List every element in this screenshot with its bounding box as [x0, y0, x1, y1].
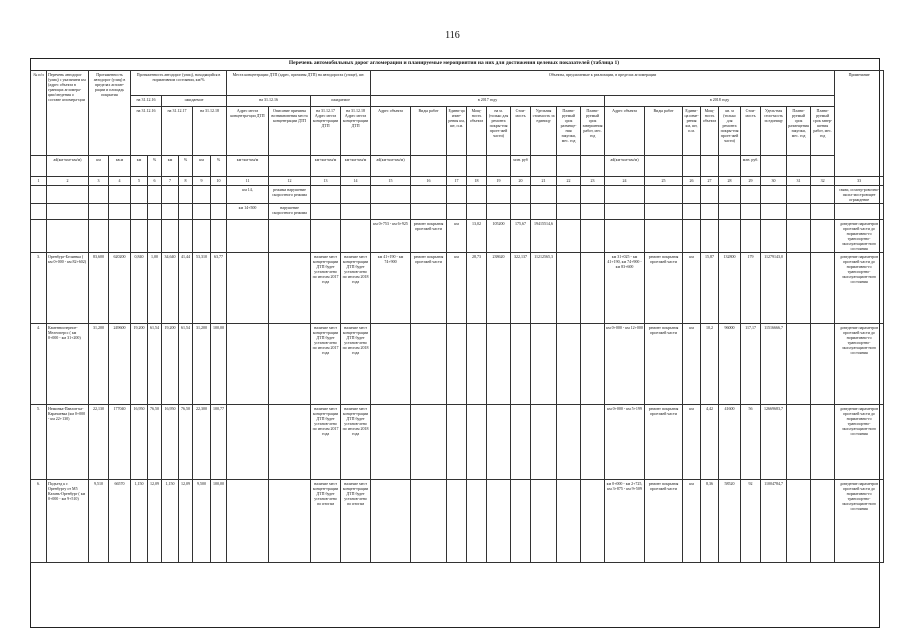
cell-c10: 100,77 [211, 405, 227, 480]
header-road-list: Перечень автодорог (улиц) с указанием км (адрес объекта в границах агломера-ции/сведения о составе агломера-ции [47, 71, 89, 156]
cell-c16: ремонт покрытия проезжей части [411, 253, 447, 324]
sub-h: на 31.12.17 [162, 107, 193, 156]
column-number: 11 [227, 177, 269, 186]
column-number: 1 [31, 177, 47, 186]
column-number: 3 [89, 177, 109, 186]
cell-c8: 12,09 [179, 480, 193, 563]
aglomeration-roads-table [30, 70, 884, 563]
table-row [31, 480, 884, 563]
unit [531, 156, 557, 177]
header-2017: в 2017 году [371, 96, 605, 107]
cell-n: 6. [31, 480, 47, 563]
cell-c27: 4,42 [701, 405, 719, 480]
cell-c16 [411, 480, 447, 563]
sub-h: на м. (только для ремонта покры-тия проез-жей части) [487, 107, 511, 156]
cell-c29: 92 [741, 480, 761, 563]
sub-h: на 31.12.18 [193, 107, 227, 156]
cell-c5: 1,150 [131, 480, 148, 563]
unit [645, 156, 683, 177]
sub-h: на 31.12.16 [131, 107, 162, 156]
column-number: 2 [47, 177, 89, 186]
column-number: 13 [311, 177, 341, 186]
cell-c27: 10,2 [701, 324, 719, 405]
unit: км [162, 156, 179, 177]
unit [411, 156, 447, 177]
cell-c20 [511, 480, 531, 563]
column-number: 21 [531, 177, 557, 186]
column-number: 16 [411, 177, 447, 186]
sub-h: Виды работ [411, 107, 447, 156]
header-note: Примечание [835, 71, 884, 177]
cell-n: 3. [31, 253, 47, 324]
cell-c29: 56 [741, 405, 761, 480]
unit [557, 156, 581, 177]
unit: кв.м [109, 156, 131, 177]
cell-c4: 249600 [109, 324, 131, 405]
cell-c15: км 41+190 - км 74+900 [371, 253, 411, 324]
sub-h: Виды работ [645, 107, 683, 156]
unit [701, 156, 719, 177]
unit [761, 156, 787, 177]
column-number: 33 [835, 177, 884, 186]
cell-c19 [487, 480, 511, 563]
cell-c20 [511, 324, 531, 405]
unit [581, 156, 605, 177]
cell-c18: 28,73 [467, 253, 487, 324]
cell-c7: 34,640 [162, 253, 179, 324]
header-objects: Объекты, предлагаемые к реализации, в пределах агломерации [371, 71, 835, 96]
column-number: 18 [467, 177, 487, 186]
table-row: км 14+500 нарушение скоростного режима [31, 204, 884, 220]
unit: % [148, 156, 162, 177]
unit [31, 156, 47, 177]
cell-c13: наличие мест концен-трации ДТП будет установ-лено по итогам 2017 года [311, 405, 341, 480]
cell-c6: 61,54 [148, 324, 162, 405]
cell-n: 4. [31, 324, 47, 405]
cell-c10: 100,00 [211, 324, 227, 405]
sub-h: Удельная стоимость за единицу [531, 107, 557, 156]
cell-c25: ремонт покрытия проезжей части [645, 253, 683, 324]
cell-c31 [787, 253, 811, 324]
unit [269, 156, 311, 177]
header-normative: Протяженность автодорог (улиц), находящийся в нормативном состоянии, км/% [131, 71, 227, 96]
cell-c17 [447, 405, 467, 480]
sub-h: Плани-руемый срок размеще-ния закупки, мес. год [557, 107, 581, 156]
cell-c32 [811, 405, 835, 480]
column-number: 17 [447, 177, 467, 186]
sub-h: Стои-мость [511, 107, 531, 156]
column-number: 31 [787, 177, 811, 186]
cell-c3: 83,600 [89, 253, 109, 324]
column-number: 27 [701, 177, 719, 186]
column-number: 23 [581, 177, 605, 186]
header-expected-2: ожидаемое [311, 96, 371, 107]
cell-c12 [269, 480, 311, 563]
cell-c22 [557, 480, 581, 563]
cell-c33: доведение параметров проезжей части до нормативно-го транспортно-эксплуатацион-ного состояния [835, 253, 884, 324]
cell-c22 [557, 253, 581, 324]
sub-h: Адрес объекта [605, 107, 645, 156]
cell-c23 [581, 480, 605, 563]
cell-c4: 620200 [109, 253, 131, 324]
cell-c28: 132800 [719, 253, 741, 324]
table-row: км 14, режима нарушение скоростного режима связи, осмотр-ровочно-экспл-мостроющее ограждение [31, 186, 884, 204]
cell-c31 [787, 480, 811, 563]
cell-c26: км [683, 253, 701, 324]
cell-c21 [531, 405, 557, 480]
cell-c15 [371, 480, 411, 563]
header-length: Протяженность автодорог (улиц) в пределах агломе-рации и площадь покрытия [89, 71, 131, 156]
column-number: 7 [162, 177, 179, 186]
unit [487, 156, 511, 177]
cell-c5: 16,950 [131, 405, 148, 480]
cell-c9: 31,200 [193, 324, 211, 405]
cell-c13: наличие мест концен-трации ДТП будет установ-лено по итогам [311, 480, 341, 563]
sub-h: Плани-руемый срок размещения закупки, мес. год [787, 107, 811, 156]
cell-c9: 22,300 [193, 405, 211, 480]
cell-c25: ремонт покрытия проезжей части [645, 324, 683, 405]
cell-c28: 58520 [719, 480, 741, 563]
sub-h: на 31.12.18 Адрес места концен-трации ДТП [341, 107, 371, 156]
cell-c29: 179 [741, 253, 761, 324]
cell-c19 [487, 324, 511, 405]
cell-c28: 41600 [719, 405, 741, 480]
cell-c12 [269, 405, 311, 480]
page-number: 116 [445, 30, 460, 41]
sub-h: на 31.12.17 Адрес места концен-трации ДТП [311, 107, 341, 156]
cell-c14: наличие мест концен-трации ДТП будет установ-лено по итогам [341, 480, 371, 563]
sub-h: Описание причины возникновения места концентрации ДТП [269, 107, 311, 156]
unit: млн. руб [511, 156, 531, 177]
column-number: 5 [131, 177, 148, 186]
cell-c12 [269, 253, 311, 324]
sub-h: Адрес места концентра-ции ДТП [227, 107, 269, 156]
cell-c20 [511, 405, 531, 480]
cell-c21: 11212565,3 [531, 253, 557, 324]
cell-c10: 63,77 [211, 253, 227, 324]
unit: аd(км+км+км/м) [47, 156, 89, 177]
column-number: 4 [109, 177, 131, 186]
unit: % [211, 156, 227, 177]
column-number: 29 [741, 177, 761, 186]
cell-c24: км 31+025 - км 41+190, км 74+900 - км 83+600 [605, 253, 645, 324]
cell-c9: 9,500 [193, 480, 211, 563]
cell-c30: 11004784,7 [761, 480, 787, 563]
cell-c7: 19,200 [162, 324, 179, 405]
cell-c8: 76,50 [179, 405, 193, 480]
cell-c33: доведение параметров проезжей части до нормативно-го транспортно-эксплуатацион-ного состояния [835, 405, 884, 480]
cell-c16 [411, 324, 447, 405]
unit [811, 156, 835, 177]
cell-c11 [227, 253, 269, 324]
sub-h: Стои-мость [741, 107, 761, 156]
cell-c9: 53,310 [193, 253, 211, 324]
cell-c16 [411, 405, 447, 480]
cell-c26: км [683, 324, 701, 405]
table-title: Перечень автомобильных дорог агломерации и планируемые мероприятия на них для достижения целевых показателей (таблица 1) [288, 60, 620, 66]
unit: % [179, 156, 193, 177]
cell-c21 [531, 324, 557, 405]
cell-c10: 100,00 [211, 480, 227, 563]
table-row [31, 324, 884, 405]
unit: млн. руб. [741, 156, 761, 177]
column-number: 12 [269, 177, 311, 186]
cell-c23 [581, 324, 605, 405]
cell-c8: 61,54 [179, 324, 193, 405]
cell-c30: 11516666,7 [761, 324, 787, 405]
unit: км [193, 156, 211, 177]
column-number: 22 [557, 177, 581, 186]
header-as-of: на 31.12.16 [131, 96, 162, 107]
sub-h: Плани-руемый срок завершения работ, мес. год [581, 107, 605, 156]
cell-c11 [227, 324, 269, 405]
cell-c33: доведение параметров проезжей части до нормативно-го транспортно-эксплуатацион-ного состояния [835, 324, 884, 405]
cell-c18 [467, 324, 487, 405]
column-number: 19 [487, 177, 511, 186]
cell-name: Нежинка-Павлов-ка-Карачаевка (км 0+000 - км 22+130) [47, 405, 89, 480]
cell-c7: 16,950 [162, 405, 179, 480]
cell-c25: ремонт покрытия проезжей части [645, 480, 683, 563]
column-number: 20 [511, 177, 531, 186]
header-dtp: Места концентрации ДТП (адрес, причины ДТП) на автодорогах (улице), шт. [227, 71, 371, 96]
cell-c18 [467, 405, 487, 480]
cell-c8: 41,44 [179, 253, 193, 324]
cell-c6: 12,09 [148, 480, 162, 563]
cell-c19: 238620 [487, 253, 511, 324]
column-number: 26 [683, 177, 701, 186]
cell-c5: 0,840 [131, 253, 148, 324]
cell-c24: км 0+000 - км 12+000 [605, 324, 645, 405]
cell-c27: 8,36 [701, 480, 719, 563]
sub-h: Едини-ца изме-рения км, шт, п.м. [683, 107, 701, 156]
column-number: 6 [148, 177, 162, 186]
cell-c32 [811, 253, 835, 324]
column-number: 28 [719, 177, 741, 186]
unit [467, 156, 487, 177]
cell-c26: км [683, 405, 701, 480]
cell-c3: 22,130 [89, 405, 109, 480]
cell-c23 [581, 405, 605, 480]
cell-c17 [447, 324, 467, 405]
column-number: 9 [193, 177, 211, 186]
unit: км [131, 156, 148, 177]
cell-c12 [269, 324, 311, 405]
cell-c17 [447, 480, 467, 563]
cell-c19 [487, 405, 511, 480]
header-as-of-2: на 31.12.16 [227, 96, 311, 107]
cell-c23 [581, 253, 605, 324]
unit: км+км+км/м [341, 156, 371, 177]
cell-c31 [787, 405, 811, 480]
column-number: 14 [341, 177, 371, 186]
unit [719, 156, 741, 177]
cell-name: Каменноозерное-Мелеоперсс ( км 0+000 - км 31+200) [47, 324, 89, 405]
cell-c32 [811, 480, 835, 563]
cell-c13: наличие мест концен-трации ДТП будет установ-лено по итогам 2017 года [311, 324, 341, 405]
cell-c32 [811, 324, 835, 405]
cell-c30: 12669683,7 [761, 405, 787, 480]
cell-c27: 15,87 [701, 253, 719, 324]
header-expected: ожидаемое [162, 96, 227, 107]
unit: км [89, 156, 109, 177]
cell-c15 [371, 324, 411, 405]
unit [683, 156, 701, 177]
sub-h: Адрес объекта [371, 107, 411, 156]
sub-h: Удель-ная стои-мость за единицу [761, 107, 787, 156]
cell-n: 5. [31, 405, 47, 480]
cell-c3: 31,200 [89, 324, 109, 405]
column-number: 10 [211, 177, 227, 186]
sub-h: Едини-ца изме-рения км, шт, п.м. [447, 107, 467, 156]
cell-c3: 9,510 [89, 480, 109, 563]
cell-c5: 19,200 [131, 324, 148, 405]
cell-c6: 1,00 [148, 253, 162, 324]
column-number: 32 [811, 177, 835, 186]
cell-c22 [557, 405, 581, 480]
cell-c11 [227, 405, 269, 480]
cell-name: Оренбург-Беляевка ( км 0+000 - км 82+602) [47, 253, 89, 324]
cell-c20: 322,137 [511, 253, 531, 324]
sub-h: кв. м (только для ремонта покры-тия проез-жей части) [719, 107, 741, 156]
sub-h: Плани-руемый срок завер-шения работ, мес. год [811, 107, 835, 156]
header-num: № п/п [31, 71, 47, 156]
table-row: км 0+753 - км 6+925 ремонт покрытия проезжей части км 13,02 105200 175,67 19415514,6 доведение параметров проезжей части до нормативно-го транспортно-эксплуатацион-ного состояния [31, 220, 884, 253]
sub-h: Мощ-ность объекта [701, 107, 719, 156]
column-number: 8 [179, 177, 193, 186]
cell-c4: 66570 [109, 480, 131, 563]
cell-c11 [227, 480, 269, 563]
unit [447, 156, 467, 177]
cell-c17: км [447, 253, 467, 324]
column-number: 15 [371, 177, 411, 186]
unit: аd(км+км+км/м) [605, 156, 645, 177]
cell-c14: наличие мест концен-трации ДТП будет установ-лено по итогам 2018 года [341, 405, 371, 480]
cell-c28: 96000 [719, 324, 741, 405]
column-number: 24 [605, 177, 645, 186]
cell-c30: 11279143,0 [761, 253, 787, 324]
cell-c7: 1,150 [162, 480, 179, 563]
cell-c4: 177040 [109, 405, 131, 480]
cell-c14: наличие мест концен-трации ДТП будет установ-лено по итогам 2018 года [341, 253, 371, 324]
cell-c24: км 0+000 - км 5+199 [605, 405, 645, 480]
cell-c13: наличие мест концен-трации ДТП будет установ-лено по итогам 2017 года [311, 253, 341, 324]
column-number: 25 [645, 177, 683, 186]
cell-c26: км [683, 480, 701, 563]
table-row [31, 405, 884, 480]
unit: аd(км+км+км/м) [371, 156, 411, 177]
unit: км+км+км/м [227, 156, 269, 177]
cell-c14: наличие мест концен-трации ДТП будет установ-лено по итогам 2018 года [341, 324, 371, 405]
cell-c31 [787, 324, 811, 405]
column-number: 30 [761, 177, 787, 186]
cell-c21 [531, 480, 557, 563]
cell-c29: 117,17 [741, 324, 761, 405]
column-number-row [31, 177, 884, 186]
unit [787, 156, 811, 177]
sub-h: Мощ-ность объекта [467, 107, 487, 156]
cell-c24: км 0+000 - км 2+725, км 3+875 - км 9+509 [605, 480, 645, 563]
unit: км+км+км/м [311, 156, 341, 177]
cell-c18 [467, 480, 487, 563]
header-2018: в 2018 году [605, 96, 835, 107]
cell-name: Подъезд к г. Оренбургу от М5 Казань-Оренбург ( км 0+000 - км 9+510) [47, 480, 89, 563]
cell-c22 [557, 324, 581, 405]
cell-c33: доведение параметров проезжей части до нормативно-го транспортно-эксплуатацион-ного состояния [835, 480, 884, 563]
cell-c6: 76,50 [148, 405, 162, 480]
cell-c25: ремонт покрытия проезжей части [645, 405, 683, 480]
cell-c15 [371, 405, 411, 480]
table-row [31, 253, 884, 324]
